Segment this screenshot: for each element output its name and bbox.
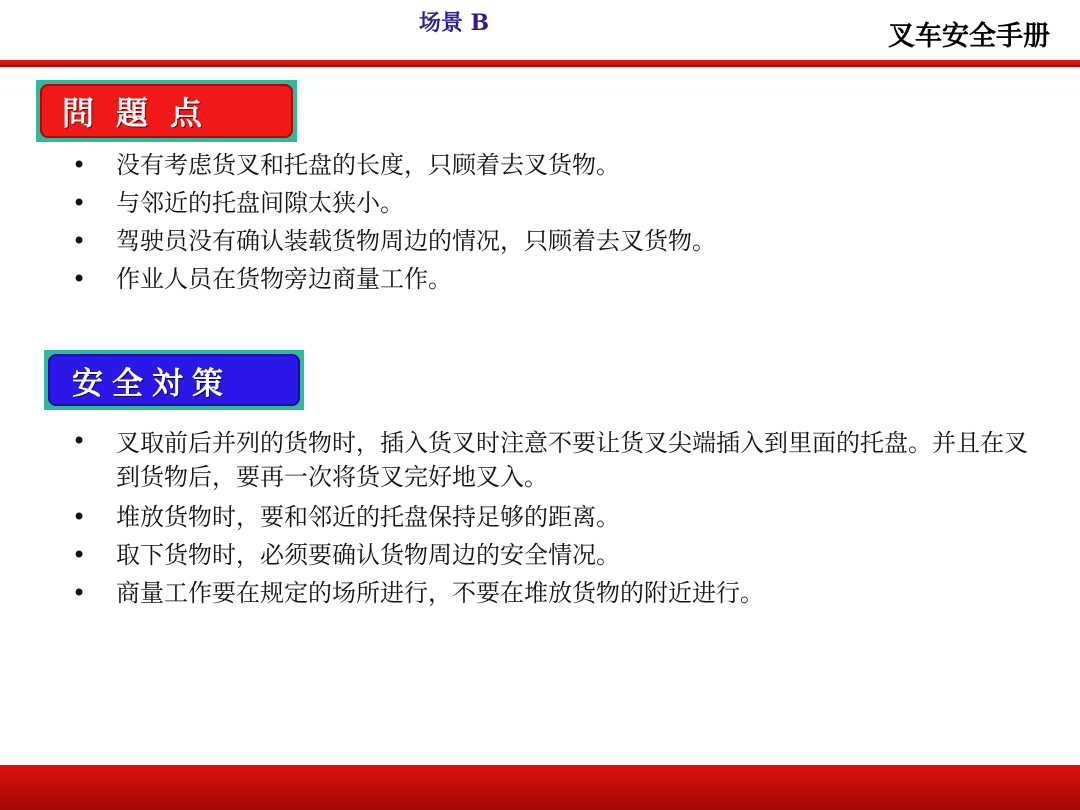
bullet-icon: •: [72, 579, 87, 607]
bullet-icon: •: [72, 541, 87, 569]
safety-measures-badge: [44, 350, 304, 410]
list-item: [72, 536, 1032, 574]
footer-bar: [0, 765, 1080, 810]
list-item: [72, 184, 1032, 222]
bullet-icon: •: [72, 227, 87, 255]
measure-text: 取下货物时，必须要确认货物周边的安全情况。: [116, 541, 620, 569]
measure-text: 商量工作要在规定的场所进行，不要在堆放货物的附近进行。: [116, 579, 764, 607]
problems-badge-label: 問題点: [40, 84, 293, 138]
problems-badge: [36, 80, 297, 142]
bullet-icon: •: [72, 427, 87, 455]
list-item: [72, 260, 1032, 298]
list-item: [72, 574, 1032, 612]
measure-text: 叉取前后并列的货物时，插入货叉时注意不要让货叉尖端插入到里面的托盘。并且在叉到货物后，要再一次将货叉完好地叉入。: [116, 429, 1028, 491]
scene-title: 场景 B: [418, 10, 490, 36]
safety-measures-list: [72, 424, 1032, 612]
problem-text: 驾驶员没有确认装载货物周边的情况，只顾着去叉货物。: [116, 227, 716, 255]
header-divider: [0, 60, 1080, 67]
safety-measures-badge-label: 安全対策: [48, 354, 300, 406]
measure-text: 堆放货物时，要和邻近的托盘保持足够的距离。: [116, 503, 620, 531]
list-item: [72, 424, 1032, 498]
list-item: [72, 146, 1032, 184]
problem-text: 没有考虑货叉和托盘的长度，只顾着去叉货物。: [116, 151, 620, 179]
list-item: [72, 222, 1032, 260]
problems-list: [72, 146, 1032, 298]
bullet-icon: •: [72, 503, 87, 531]
bullet-icon: •: [72, 265, 87, 293]
bullet-icon: •: [72, 189, 87, 217]
manual-title: 叉车安全手册: [888, 21, 1050, 52]
list-item: [72, 498, 1032, 536]
problem-text: 作业人员在货物旁边商量工作。: [116, 265, 452, 293]
bullet-icon: •: [72, 151, 87, 179]
problem-text: 与邻近的托盘间隙太狭小。: [116, 189, 404, 217]
